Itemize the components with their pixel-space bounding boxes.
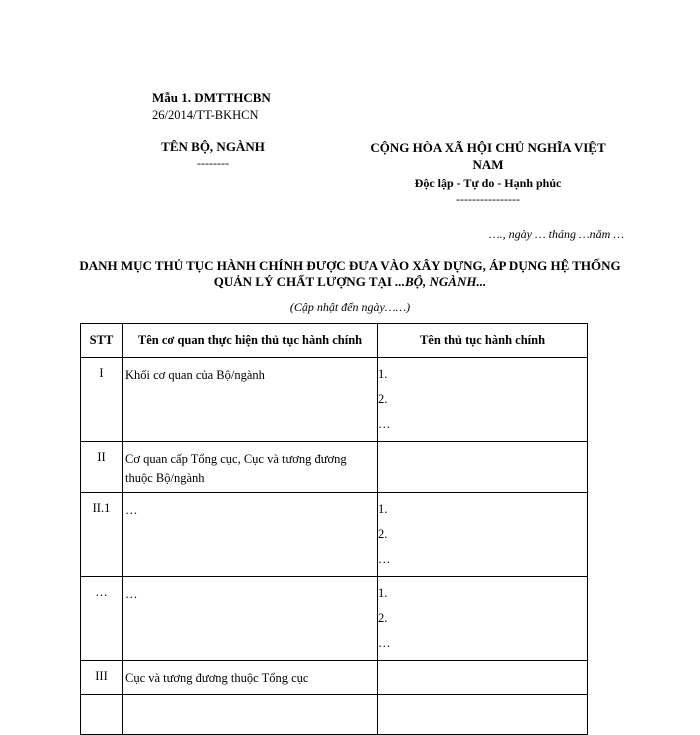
agency-cell: Cơ quan cấp Tổng cục, Cục và tương đương thuộc Bộ/ngành bbox=[123, 442, 378, 493]
procedure-item: 1. bbox=[378, 586, 388, 600]
procedure-cell bbox=[378, 661, 588, 695]
ministry-name: TÊN BỘ, NGÀNH bbox=[161, 139, 265, 154]
stt-cell bbox=[81, 695, 123, 735]
stt-cell: III bbox=[81, 661, 123, 695]
stt-cell: I bbox=[81, 358, 123, 442]
procedure-item: … bbox=[378, 552, 391, 566]
table-row bbox=[81, 577, 588, 661]
form-code: Mẫu 1. DMTTHCBN bbox=[152, 90, 271, 105]
table-header-row bbox=[81, 324, 588, 358]
national-title: CỘNG HÒA XÃ HỘI CHỦ NGHĨA VIỆT NAM bbox=[370, 140, 606, 172]
header-stt: STT bbox=[81, 324, 123, 358]
agency-cell bbox=[123, 695, 378, 735]
table-row bbox=[81, 358, 588, 442]
procedure-item: … bbox=[378, 417, 391, 431]
procedure-cell bbox=[378, 493, 588, 577]
procedure-item: … bbox=[378, 636, 391, 650]
procedure-item: 2. bbox=[378, 392, 388, 406]
date-line: …., ngày … tháng …năm … bbox=[488, 227, 624, 241]
agency-cell: … bbox=[123, 577, 378, 661]
table-row bbox=[81, 493, 588, 577]
procedure-item: 2. bbox=[378, 611, 388, 625]
circular-number: 26/2014/TT-BKHCN bbox=[152, 108, 259, 122]
ministry-separator: -------- bbox=[197, 156, 229, 170]
procedure-cell bbox=[378, 358, 588, 442]
table-row bbox=[81, 661, 588, 695]
header-procedure: Tên thủ tục hành chính bbox=[378, 324, 588, 358]
table-row bbox=[81, 442, 588, 493]
document-title-main: DANH MỤC THỦ TỤC HÀNH CHÍNH ĐƯỢC ĐƯA VÀO XÂY DỰNG, ÁP DỤNG HỆ THỐNG QUẢN LÝ CHẤT LƯỢNG TẠI bbox=[79, 258, 621, 289]
procedure-item: 1. bbox=[378, 367, 388, 381]
document-title bbox=[60, 258, 640, 290]
procedure-cell bbox=[378, 577, 588, 661]
motto-separator: ---------------- bbox=[456, 192, 520, 206]
stt-cell: II bbox=[81, 442, 123, 493]
table-row bbox=[81, 695, 588, 735]
procedure-item: 1. bbox=[378, 502, 388, 516]
agency-cell: … bbox=[123, 493, 378, 577]
procedure-cell bbox=[378, 695, 588, 735]
agency-cell: Cục và tương đương thuộc Tổng cục bbox=[123, 661, 378, 695]
procedure-item: 2. bbox=[378, 527, 388, 541]
national-motto: Độc lập - Tự do - Hạnh phúc bbox=[414, 176, 562, 190]
procedure-table bbox=[80, 323, 588, 735]
document-title-ministry: ...BỘ, NGÀNH... bbox=[395, 274, 487, 289]
updated-note: (Cập nhật đến ngày……) bbox=[289, 300, 411, 314]
header-agency: Tên cơ quan thực hiện thủ tục hành chính bbox=[123, 324, 378, 358]
procedure-cell bbox=[378, 442, 588, 493]
stt-cell: II.1 bbox=[81, 493, 123, 577]
stt-cell: … bbox=[81, 577, 123, 661]
agency-cell: Khối cơ quan của Bộ/ngành bbox=[123, 358, 378, 442]
